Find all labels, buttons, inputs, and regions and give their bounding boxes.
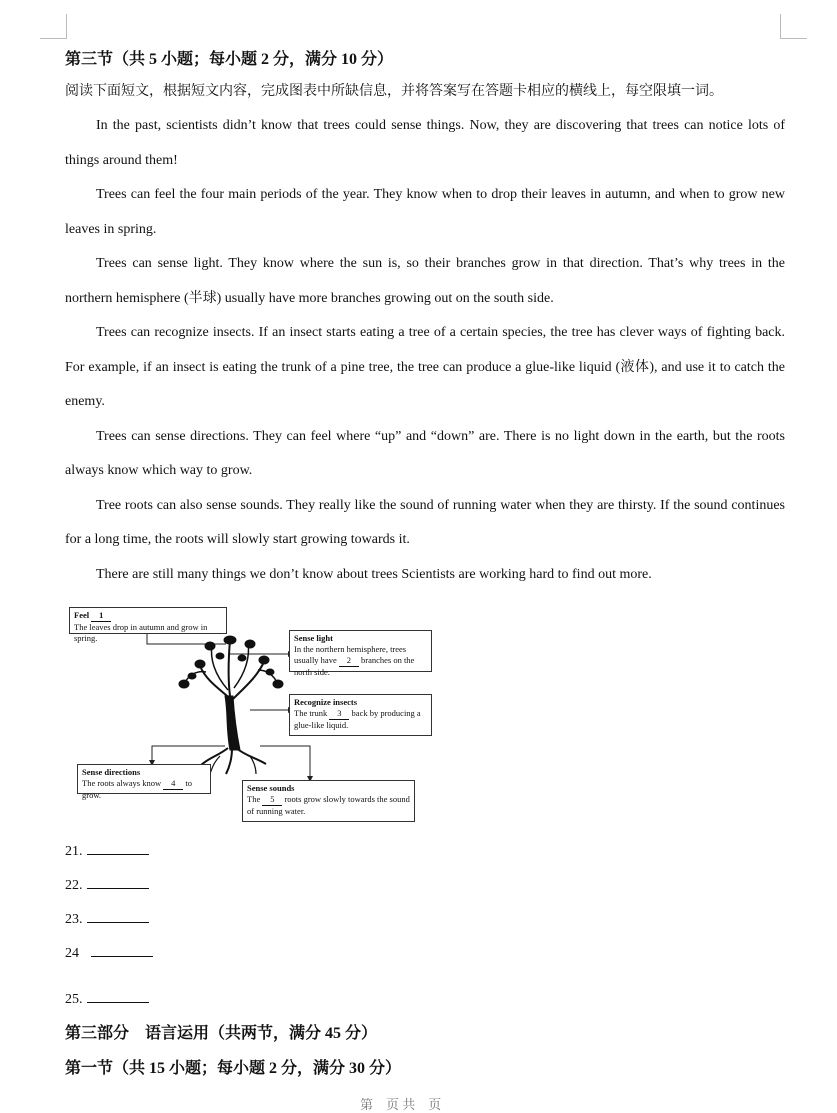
recognize-insects-title: Recognize insects <box>294 697 358 707</box>
tree-diagram <box>60 600 440 830</box>
page-footer: 第 页 共 页 <box>360 1097 442 1112</box>
passage-paragraph: Trees can recognize insects. If an insect starts eating a tree of a certain species, the tree has clever ways of fighting back. For example, if an insect is eating the trunk of a pine tree, the tree can produce a glue-like liquid (液体), and use it to catch the enemy. <box>65 325 785 409</box>
sense-sounds-text-b: roots grow slowly towards the sound of running water. <box>247 794 410 816</box>
reading-passage <box>65 109 785 592</box>
sense-light-box <box>289 630 432 677</box>
answer-number: 22. <box>65 878 83 893</box>
tree-icon <box>179 636 283 774</box>
sense-light-title: Sense light <box>294 633 333 643</box>
answer-line-21 <box>65 841 149 860</box>
part3-subheading: 第一节（共 15 小题；每小题 2 分，满分 30 分） <box>65 1060 402 1077</box>
recognize-insects-text-a: The trunk <box>294 708 328 718</box>
answer-number: 23. <box>65 912 83 927</box>
crop-mark-top-left <box>40 14 67 39</box>
passage-paragraph: Trees can sense light. They know where the sun is, so their branches grow in that direction. That’s why trees in the northern hemisphere (半球) usually have more branches growing out on the south side. <box>65 256 785 306</box>
passage-paragraph: There are still many things we don’t know about trees Scientists are working hard to find out more. <box>96 566 652 582</box>
passage-paragraph: Trees can feel the four main periods of the year. They know when to drop their leaves in autumn, and when to grow new leaves in spring. <box>65 187 785 237</box>
sense-directions-text-a: The roots always know <box>82 778 162 788</box>
answer-blank[interactable] <box>87 909 149 923</box>
blank-2: 2 <box>339 655 359 667</box>
answer-line-24 <box>65 943 153 962</box>
passage-paragraph: Tree roots can also sense sounds. They really like the sound of running water when they are thirsty. If the sound continues for a long time, the roots will slowly start growing towards it. <box>65 497 785 547</box>
answer-number: 21. <box>65 844 83 859</box>
sense-directions-title: Sense directions <box>82 767 141 777</box>
feel-box <box>69 607 227 643</box>
sense-directions-box <box>77 764 211 800</box>
blank-1: 1 <box>91 610 111 622</box>
passage-paragraph: In the past, scientists didn’t know that trees could sense things. Now, they are discovering that trees can notice lots of things around them! <box>65 118 785 168</box>
feel-title: Feel <box>74 610 90 620</box>
blank-4: 4 <box>163 778 183 790</box>
sense-sounds-text-a: The <box>247 794 261 804</box>
answer-blank[interactable] <box>87 841 149 855</box>
answer-blank[interactable] <box>91 943 153 957</box>
answer-blank[interactable] <box>87 989 149 1003</box>
blank-5: 5 <box>262 794 282 806</box>
answer-line-23 <box>65 909 149 928</box>
answer-number: 25. <box>65 992 83 1007</box>
answer-blank[interactable] <box>87 875 149 889</box>
recognize-insects-box <box>289 694 432 736</box>
blank-3: 3 <box>329 708 349 720</box>
sense-sounds-title: Sense sounds <box>247 783 295 793</box>
part3-heading: 第三部分 语言运用（共两节，满分 45 分） <box>65 1025 378 1042</box>
crop-mark-top-right <box>780 14 807 39</box>
answer-number: 24 <box>65 946 79 961</box>
passage-paragraph: Trees can sense directions. They can feel where “up” and “down” are. There is no light down in the earth, but the roots always know which way to grow. <box>65 428 785 478</box>
sense-light-text-a: In the northern hemisphere, trees usually have <box>294 644 407 665</box>
feel-text: The leaves drop in autumn and grow in spring. <box>74 622 208 643</box>
answer-line-22 <box>65 875 149 894</box>
sense-light-text-b: branches on the north side. <box>294 655 415 677</box>
answer-line-25 <box>65 989 149 1008</box>
section-heading: 第三节（共 5 小题；每小题 2 分，满分 10 分） <box>65 51 394 68</box>
recognize-insects-text-b: back by producing a glue-like liquid. <box>294 708 421 730</box>
instruction-text: 阅读下面短文，根据短文内容，完成图表中所缺信息，并将答案写在答题卡相应的横线上，每空限填一词。 <box>65 84 723 99</box>
sense-sounds-box <box>242 780 415 822</box>
sense-directions-text-b: to grow. <box>82 778 192 800</box>
